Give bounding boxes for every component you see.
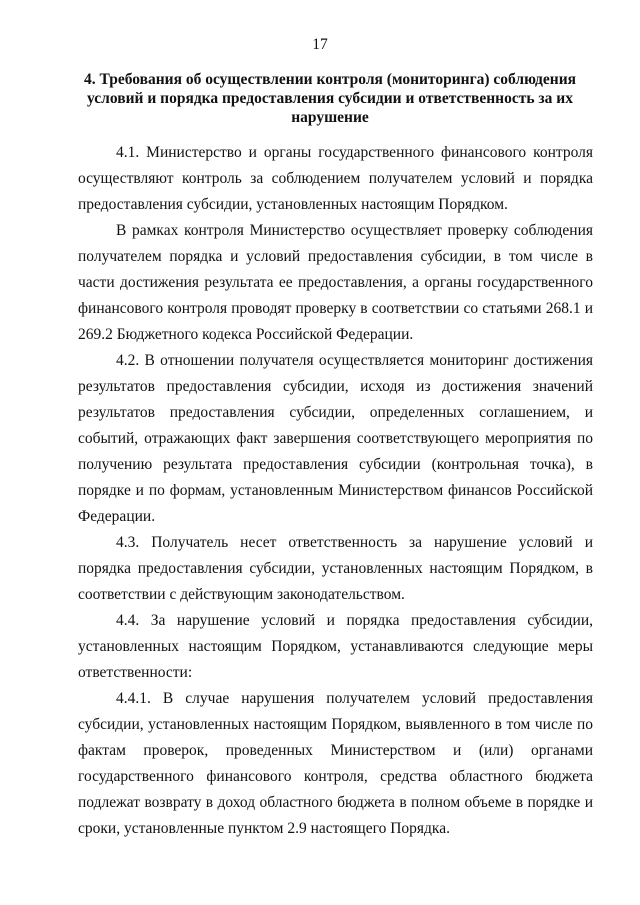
paragraph-4-4: 4.4. За нарушение условий и порядка предоставления субсидии, установленных настоящим Порядком, устанавливаются следующие меры ответственности: xyxy=(78,612,593,681)
page-number: 17 xyxy=(312,36,328,53)
paragraph-4-1: 4.1. Министерство и органы государственного финансового контроля осуществляют контроль за соблюдением получателем условий и порядка предоставления субсидии, установленных настоящим Порядком. xyxy=(78,144,593,213)
paragraph-4-4-1: 4.4.1. В случае нарушения получателем условий предоставления субсидии, установленных настоящим Порядком, выявленного в том числе по фактам проверок, проведенных Министерством и (или) органами государственного финансового контроля, средства областного бюджета подлежат возврату в доход областного бюджета в полном объеме в порядке и сроки, установленные пунктом 2.9 настоящего Порядка. xyxy=(78,690,593,837)
body-text xyxy=(78,140,593,842)
paragraph-4-3: 4.3. Получатель несет ответственность за нарушение условий и порядка предоставления субсидии, установленных настоящим Порядком, в соответствии с действующим законодательством. xyxy=(78,534,593,603)
section-heading: 4. Требования об осуществлении контроля (мониторинга) соблюдения условий и порядка предоставления субсидии и ответственность за их нарушение xyxy=(83,71,577,126)
paragraph-4-2: 4.2. В отношении получателя осуществляется мониторинг достижения результатов предоставления субсидии, исходя из достижения значений результатов предоставления субсидии, определенных соглашением, и событий, отражающих факт завершения соответствующего мероприятия по получению результата предоставления субсидии (контрольная точка), в порядке и по формам, установленным Министерством финансов Российской Федерации. xyxy=(78,352,593,525)
paragraph-control-scope: В рамках контроля Министерство осуществляет проверку соблюдения получателем порядка и условий предоставления субсидии, в том числе в части достижения результата ее предоставления, а органы государственного финансового контроля проводят проверку в соответствии со статьями 268.1 и 269.2 Бюджетного кодекса Российской Федерации. xyxy=(78,222,593,343)
